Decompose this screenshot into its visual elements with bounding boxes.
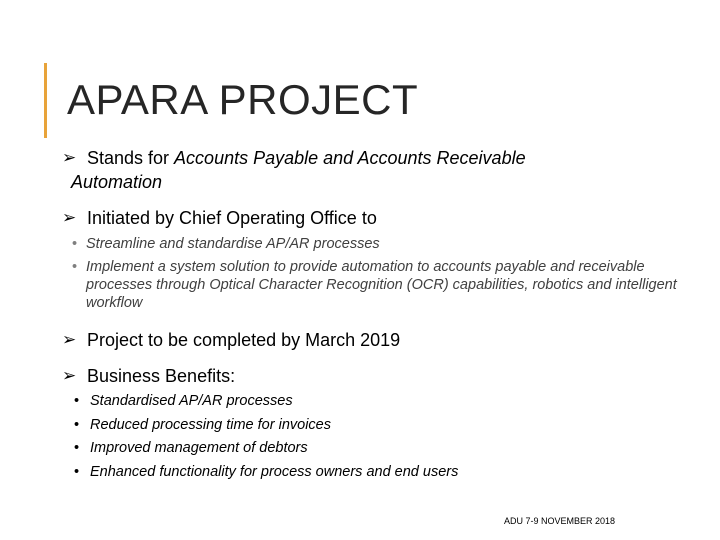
benefit-item <box>62 390 682 414</box>
dot-bullet-icon: • <box>72 259 78 275</box>
dot-bullet-icon: • <box>74 393 80 409</box>
bullet-business-benefits-text: Business Benefits: <box>87 366 236 386</box>
arrow-bullet-icon: ➢ <box>62 330 77 349</box>
bullet-initiated-by <box>62 206 682 230</box>
bullet-stands-for <box>62 146 682 194</box>
bullet-initiated-by-text: Initiated by Chief Operating Office to <box>87 208 377 228</box>
slide-content <box>62 146 682 484</box>
bullet-completion-date-text: Project to be completed by March 2019 <box>87 330 401 350</box>
sub-item-text: Implement a system solution to provide automation to accounts payable and receivable processes through Optical Character Recognition (OCR) capabilities, robotics and intelligent workflow <box>86 259 677 311</box>
benefit-item-text: Enhanced functionality for process owners and end users <box>90 463 459 480</box>
dot-bullet-icon: • <box>74 440 80 456</box>
benefit-item <box>62 437 682 461</box>
bullet-business-benefits <box>62 364 682 388</box>
slide-title: APARA PROJECT <box>67 76 419 123</box>
bullet-stands-for-continuation: Automation <box>71 172 163 192</box>
benefit-item <box>62 414 682 438</box>
benefit-item-text: Improved management of debtors <box>90 440 308 456</box>
benefit-item-text: Reduced processing time for invoices <box>90 416 331 433</box>
dot-bullet-icon: • <box>74 463 80 480</box>
slide-footer: ADU 7-9 NOVEMBER 2018 <box>504 516 616 526</box>
title-accent-bar <box>44 63 47 138</box>
benefit-item <box>62 461 682 485</box>
bullet-stands-for-expansion: Accounts Payable and Accounts Receivable <box>174 148 526 168</box>
arrow-bullet-icon: ➢ <box>62 366 77 385</box>
sub-item <box>62 258 682 312</box>
dot-bullet-icon: • <box>74 416 80 433</box>
benefit-item-text: Standardised AP/AR processes <box>90 393 293 409</box>
arrow-bullet-icon: ➢ <box>62 208 77 227</box>
arrow-bullet-icon: ➢ <box>62 148 77 167</box>
bullet-completion-date <box>62 328 682 352</box>
bullet-stands-for-prefix: Stands for <box>87 148 175 168</box>
sub-item-text: Streamline and standardise AP/AR processes <box>86 236 380 252</box>
dot-bullet-icon: • <box>72 236 78 252</box>
sub-item <box>62 235 682 253</box>
